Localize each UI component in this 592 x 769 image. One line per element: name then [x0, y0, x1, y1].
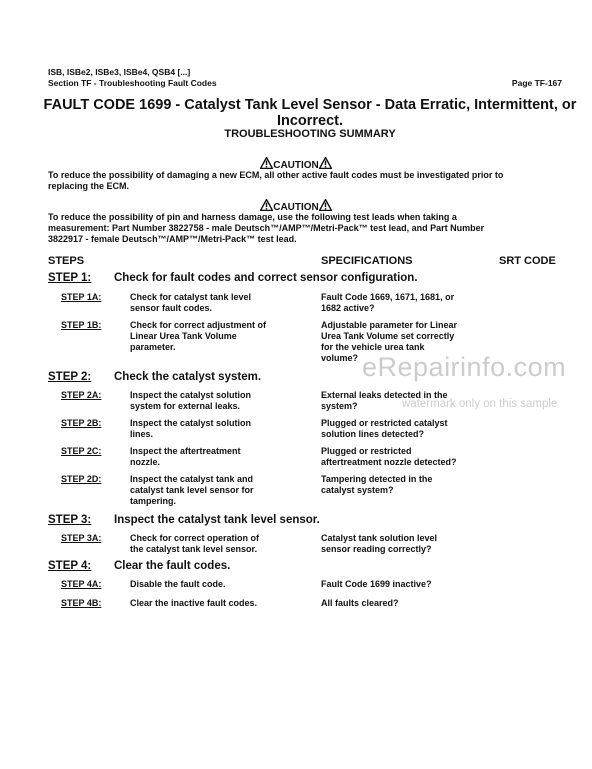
watermark: eRepairinfo.com	[362, 352, 567, 382]
specifications-column-header: SPECIFICATIONS	[321, 255, 413, 267]
engine-models: ISB, ISBe2, ISBe3, ISBe4, QSB4 [...]	[48, 67, 191, 77]
watermark-note: watermark only on this sample	[402, 398, 558, 410]
caution-text-test-leads: To reduce the possibility of pin and harness damage, use the following test leads when taking a measurement: Part Number 3822758 - male Deutsch™/AMP™/Metri-Pack™ test lead, and Part Number 3822917 - female Deutsch™/AMP™/Metri-Pack™ test lead.	[48, 212, 485, 244]
caution-text-ecm: To reduce the possibility of damaging a new ECM, all other active fault codes must be investigated prior to replacing the ECM.	[48, 170, 504, 191]
caution-heading: CAUTION	[0, 199, 592, 214]
step-4-heading: STEP 4: Clear the fault codes.	[48, 560, 231, 572]
section-title: Section TF - Troubleshooting Fault Codes	[48, 78, 217, 88]
step-3-heading: STEP 3: Inspect the catalyst tank level sensor.	[48, 514, 320, 526]
step-2-heading: STEP 2: Check the catalyst system.	[48, 371, 262, 383]
steps-column-header: STEPS	[48, 255, 85, 267]
fault-code-title: FAULT CODE 1699 - Catalyst Tank Level Sensor - Data Erratic, Intermittent, or Incorrect.	[43, 97, 577, 129]
manual-page: ISB, ISBe2, ISBe3, ISBe4, QSB4 [...] Section TF - Troubleshooting Fault Codes Page TF-167 FAULT CODE 1699 - Catalyst Tank Level Sensor - Data Erratic, Intermittent, or Incorrect. TROUBLESHOOTING SUMMARY CAUTION To reduce the possibility of damaging a new ECM, all other active fault codes must be investigated prior to replacing the ECM. CAUTION To reduce the possibility of pin and harness damage, use the following test leads when taking a measurement: Part Number 3822758 - male Deutsch™/AMP™/Metri-Pack™ test lead, and Part Number 3822917 - female Deutsch™/AMP™/Metri-Pack™ test lead. STEPS SPECIFICATIONS SRT CODE STEP 1: Check for fault codes and correct sensor configuration. STEP 1A: Check for catalyst tank level sensor fault codes. Fault Code 1669, 1671, 1681, or 1682 active? STEP 1B: Check for correct adjustment of Linear Urea Tank Volume parameter. Adjustable parameter for Linear Urea Tank Volume set correctly for the vehicle urea tank volume? STEP 2: Check the catalyst system. STEP 2A: Inspect the catalyst solution system for external leaks. External leaks detected in the system? STEP 2B: Inspect the catalyst solution lines. Plugged or restricted catalyst solution lines detected? STEP 2C: Inspect the aftertreatment nozzle. Plugged or restricted aftertreatment nozzle detected? STEP 2D: Inspect the catalyst tank and catalyst tank level sensor for tampering. Tampering detected in the catalyst system? STEP 3: Inspect the catalyst tank level sensor. STEP 3A: Check for correct operation of the catalyst tank level sensor. Catalyst tank solution level sensor reading correctly? STEP 4: Clear the fault codes. STEP 4A: Disable the fault code. Fault Code 1699 inactive? STEP 4B: Clear the inactive fault codes. All faults cleared? eRepairinfo.com watermark only on this sample	[0, 0, 592, 769]
page-number: Page TF-167	[511, 78, 562, 88]
caution-heading: CAUTION	[0, 157, 592, 172]
step-1-heading: STEP 1: Check for fault codes and correct sensor configuration.	[48, 272, 418, 284]
page-header-left	[48, 67, 217, 89]
srt-code-column-header: SRT CODE	[499, 255, 556, 267]
troubleshooting-summary-heading: TROUBLESHOOTING SUMMARY	[224, 128, 396, 140]
